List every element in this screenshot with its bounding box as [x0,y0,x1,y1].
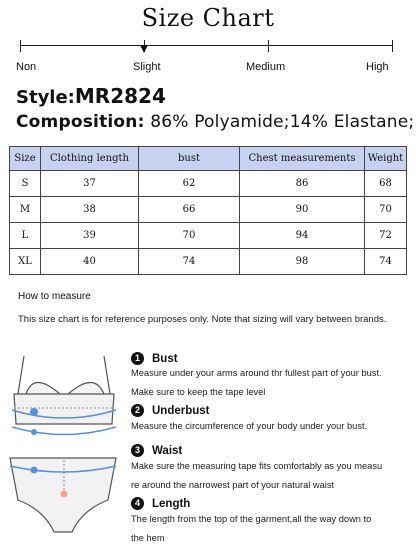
step-desc [131,417,367,436]
table-row [10,223,407,249]
cell-weight: 68 [365,171,407,197]
col-header-chest: Chest measurements [240,147,365,171]
fit-label-slight: Slight [133,61,161,73]
composition-label: Composition: [16,112,145,132]
step-desc-line: The length from the top of the garment,all the way down to [131,514,372,524]
fit-label-non: Non [16,61,37,73]
step-title: Underbust [152,404,210,417]
step-desc [131,364,382,402]
step-title: Bust [152,352,178,365]
cell-size: XL [10,249,41,275]
step-title: Length [152,497,191,510]
bust-marker [30,408,38,416]
cell-weight: 74 [365,249,407,275]
step-desc-line: Make sure the measuring tape fits comfortably as you measu [131,461,383,471]
fit-scale-tick [392,40,393,52]
col-header-clothing-length: Clothing length [41,147,139,171]
composition-line [16,112,414,132]
cell-clothing-length: 40 [41,249,139,275]
cell-bust: 70 [139,223,240,249]
cell-size: S [10,171,41,197]
step-title: Waist [152,444,183,457]
fit-scale-tick [20,40,21,52]
step-number: 1 [131,352,144,365]
measurement-illustration [4,350,122,550]
col-header-bust: bust [139,147,240,171]
table-row [10,249,407,275]
composition-value: 86% Polyamide;14% Elastane; [150,112,415,132]
cell-clothing-length: 38 [41,197,139,223]
step-desc-line: Measure the circumference of your body under your bust. [131,421,368,431]
table-row [10,171,407,197]
cell-bust: 66 [139,197,240,223]
col-header-weight: Weight [365,147,407,171]
style-value: MR2824 [74,84,166,108]
page-title: Size Chart [141,4,275,32]
cell-bust: 62 [139,171,240,197]
step-number: 4 [131,497,144,510]
cell-size: L [10,223,41,249]
fit-label-medium: Medium [246,61,286,73]
cell-weight: 70 [365,197,407,223]
col-header-size: Size [10,147,41,171]
size-note: This size chart is for reference purposes only. Note that sizing will vary between brands. [18,314,387,325]
step-desc-line: Measure under your arms around thr fullest part of your bust. [131,368,382,378]
underbust-marker [31,429,37,435]
cell-bust: 74 [139,249,240,275]
cell-chest: 94 [240,223,365,249]
step-desc-line: re around the narrowest part of your natural waist [131,480,335,490]
size-table-header-row [10,147,407,171]
fit-scale-line [20,45,393,46]
cell-chest: 98 [240,249,365,275]
step-desc-line: Make sure to keep the tape level [131,387,266,397]
fit-scale-marker [140,45,148,53]
style-line [16,84,166,108]
cell-size: M [10,197,41,223]
step-desc [131,510,371,548]
length-marker [61,491,68,498]
table-row [10,197,407,223]
cell-chest: 90 [240,197,365,223]
waist-marker [31,467,38,474]
size-table [9,146,407,275]
style-label: Style: [16,87,75,108]
cell-chest: 86 [240,171,365,197]
step-desc-line: the hem [131,533,165,543]
fit-label-high: High [366,61,389,73]
how-to-heading: How to measure [18,291,91,302]
step-desc [131,457,382,495]
fit-scale-tick [268,40,269,52]
cell-clothing-length: 39 [41,223,139,249]
fit-scale [20,40,393,52]
step-number: 2 [131,404,144,417]
step-number: 3 [131,444,144,457]
cell-clothing-length: 37 [41,171,139,197]
cell-weight: 72 [365,223,407,249]
